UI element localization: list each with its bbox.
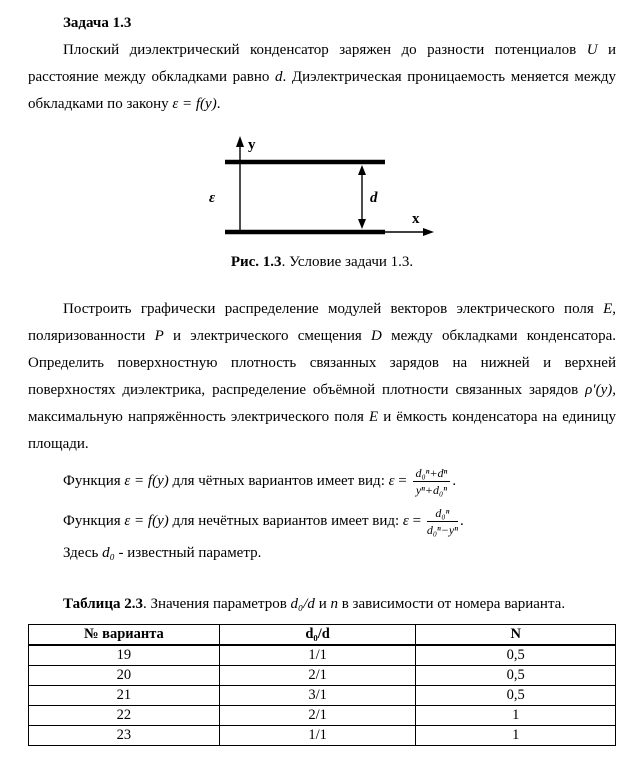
d-arrow-top-head-icon [358, 165, 366, 175]
cell-variant: 21 [29, 686, 220, 706]
cell-n: 0,5 [416, 666, 616, 686]
variants-table [28, 624, 616, 746]
fraction-even-numerator: d₀ⁿ+dⁿ [413, 466, 451, 482]
x-axis-label: x [412, 211, 420, 227]
figure-caption: Рис. 1.3. Условие задачи 1.3. [230, 254, 414, 270]
cell-n: 0,5 [416, 645, 616, 666]
y-axis-arrowhead-icon [236, 136, 244, 147]
cell-d0d: 2/1 [219, 666, 416, 686]
table-row [29, 706, 616, 726]
cell-n: 0,5 [416, 686, 616, 706]
y-axis-label: y [248, 137, 256, 153]
fraction-odd-denominator: d₀ⁿ−yⁿ [426, 523, 458, 538]
table-row [29, 645, 616, 666]
d-label: d [370, 190, 378, 206]
header-variant-number: № варианта [29, 625, 220, 646]
fraction-odd [427, 506, 458, 537]
capacitor-figure [207, 132, 437, 250]
header-n: N [416, 625, 616, 646]
formula-odd-line [28, 504, 616, 538]
figure-container [28, 132, 616, 272]
formula-odd-period: . [459, 513, 464, 529]
fraction-even [413, 466, 451, 497]
cell-variant: 20 [29, 666, 220, 686]
cell-n: 1 [416, 706, 616, 726]
task-paragraph: Построить графически распределение модулей векторов электрического поля E, поляризованности P и электрического смещения D между обкладками конденсатора. Определить поверхностную плотность связанных зарядов на нижней и верхней поверхностях диэлектрика, распределение объёмной плотности связанных зарядов ρ′(y), максимальную напряжённость электрического поля E и ёмкость конденсатора на единицу площади. [28, 301, 616, 452]
problem-title: Задача 1.3 [63, 15, 132, 31]
table-row [29, 686, 616, 706]
table-row [29, 666, 616, 686]
x-axis-arrowhead-icon [423, 228, 434, 236]
d-arrow-bottom-head-icon [358, 219, 366, 229]
formula-even-line [28, 464, 616, 498]
cell-d0d: 2/1 [219, 706, 416, 726]
formula-odd-text: Функция ε = f(y) для нечётных вариантов имеет вид: ε = [63, 513, 425, 529]
cell-d0d: 1/1 [219, 726, 416, 746]
cell-variant: 19 [29, 645, 220, 666]
epsilon-label: ε [209, 190, 216, 206]
cell-variant: 23 [29, 726, 220, 746]
formula-even-period: . [452, 473, 457, 489]
cell-d0d: 3/1 [219, 686, 416, 706]
formula-even-text: Функция ε = f(y) для чётных вариантов имеет вид: ε = [63, 473, 411, 489]
fraction-odd-numerator: d₀ⁿ [427, 506, 458, 522]
table-header-row [29, 625, 616, 646]
fraction-even-denominator: yⁿ+d₀ⁿ [415, 483, 447, 498]
cell-d0d: 1/1 [219, 645, 416, 666]
table-caption: Таблица 2.3. Значения параметров d₀/d и n в зависимости от номера варианта. [63, 596, 566, 612]
table-row [29, 726, 616, 746]
cell-n: 1 [416, 726, 616, 746]
header-d0-over-d: d₀/d [219, 625, 416, 646]
intro-paragraph: Плоский диэлектрический конденсатор заряжен до разности потенциалов U и расстояние между обкладками равно d. Диэлектрическая проницаемость меняется между обкладками по закону ε = f(y). [28, 42, 616, 112]
parameter-note: Здесь d₀ - известный параметр. [63, 545, 262, 561]
cell-variant: 22 [29, 706, 220, 726]
